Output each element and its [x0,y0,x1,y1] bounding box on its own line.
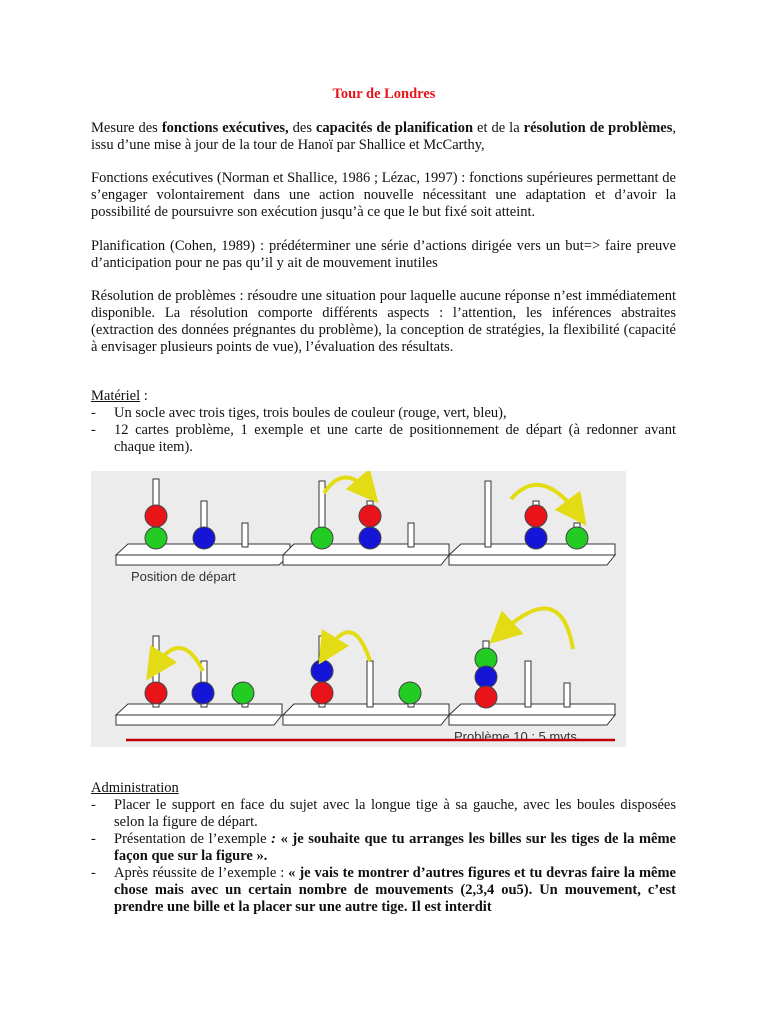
document-title: Tour de Londres [332,86,436,102]
planning-paragraph: Planification (Cohen, 1989) : prédéterminer une série d’actions dirigée vers un but=> faire preuve d’anticipation pour ne pas qu’il y ait de mouvement inutiles [91,238,676,271]
panel-start-position [116,479,290,584]
board [116,555,290,565]
problem-label: Problème 10 : 5 mvts [454,729,577,744]
materiel-list [91,405,676,456]
move-arrow [324,477,368,493]
move-arrow [327,632,370,661]
panel-problem-10 [449,609,615,745]
administration-heading: Administration [91,780,179,796]
move-arrow [155,648,203,671]
list-item: - Placer le support en face du sujet avec la longue tige à sa gauche, avec les boules disposées selon la figure de départ. [91,797,676,830]
ball-green [145,527,167,549]
intro-paragraph: Mesure des fonctions exécutives, des capacités de planification et de la résolution de problèmes, issu d’une mise à jour de la tour de Hanoï par Shallice et McCarthy, [91,120,676,153]
problem-solving-paragraph: Résolution de problèmes : résoudre une situation pour laquelle aucune réponse n’est immédiatement disponible. La résolution comporte différents aspects : l’attention, les inférences abstraites (extraction des données prégnantes du problème), la conception de stratégies, la flexibilité (capacité à envisager plusieurs points de vue), l’évaluation des résultats. [91,288,676,355]
ball-red [145,505,167,527]
materiel-heading-line: Matériel : [91,388,148,404]
panel-move-1 [283,477,449,565]
list-item: - Présentation de l’exemple : « je souhaite que tu arranges les billes sur les tiges de la même façon que sur la figure ». [91,831,676,864]
panel-move-2 [449,481,615,565]
administration-list [91,797,676,916]
list-item: - Après réussite de l’exemple : « je vais te montrer d’autres figures et tu devras faire la même chose mais avec un certain nombre de mouvements (2,3,4 ou5). Un mouvement, c’est prendre une bille et la placer sur une autre tige. Il est interdit [91,865,676,915]
panel-move-3 [116,636,282,725]
materiel-heading: Matériel [91,388,141,404]
tower-of-london-figure [91,471,626,747]
list-item: - Un socle avec trois tiges, trois boules de couleur (rouge, vert, bleu), [91,405,507,421]
ball-blue [193,527,215,549]
panel-move-4 [283,632,449,725]
move-arrow [501,609,573,650]
list-item: - 12 cartes problème, 1 exemple et une carte de positionnement de départ (à redonner avant chaque item). [91,422,676,455]
start-position-label: Position de départ [131,569,236,584]
exec-functions-paragraph: Fonctions exécutives (Norman et Shallice, 1986 ; Lézac, 1997) : fonctions supérieures permettant de s’engager volontairement dans une action nouvelle nécessitant une adaptation et d’avoir la possibilité de poursuivre son exécution jusqu’à ce que le but fixé soit atteint. [91,170,676,220]
